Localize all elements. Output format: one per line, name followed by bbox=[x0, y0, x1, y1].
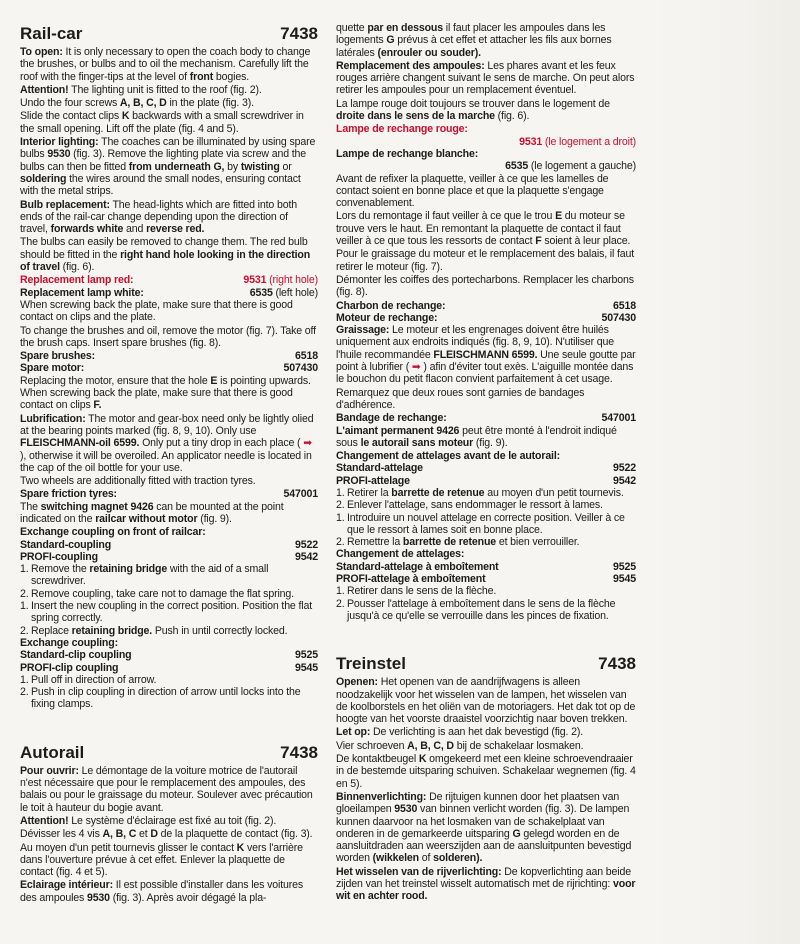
list-item: 2. Replace retaining bridge. Push in until correctly locked. bbox=[20, 624, 288, 637]
spec-label-white-lamp: Lampe de rechange blanche: bbox=[336, 147, 479, 160]
paragraph-wisselen: Het wisselen van de rijverlichting: De kopverlichting aan beide zijden van het treinstel wisselt automatisch met de rijrichting: voor wit en achter rood. bbox=[336, 865, 636, 903]
spec-row-profi-coupling: PROFI-coupling 9542 bbox=[20, 550, 318, 563]
section-heading-railcar bbox=[20, 24, 318, 44]
list-item: 1. Introduire un nouvel attelage en correcte position. Veiller à ce que le ressort à lames soit en bonne place. bbox=[336, 511, 625, 536]
paragraph-attention: Attention! The lighting unit is fitted to the roof (fig. 2). bbox=[20, 83, 262, 96]
paragraph-vier: Vier schroeven A, B, C, D bij de schakelaar losmaken. bbox=[336, 739, 584, 752]
subheading-changement: Changement de attelages: bbox=[336, 548, 465, 561]
list-item: 1. Pull off in direction of arrow. bbox=[20, 673, 157, 686]
paragraph-remplacement: Remplacement des ampoules: Les phares avant et les feux rouges arrière changent suivant le sens de marche. On peut alors retirer les ampoules pour un remplacement éventuel. bbox=[336, 59, 635, 97]
page-fold-shadow bbox=[650, 0, 800, 944]
spec-row-profi-emboitement: PROFI-attelage à emboîtement 9545 bbox=[336, 573, 636, 586]
red-arrow-icon: ➡ bbox=[411, 361, 421, 374]
paragraph-graissage: Graissage: Le moteur et les engrenages doivent être huilés uniquement aux endroits indiqués (fig. 8, 9, 10). N'utiliser que l'huile recommandée FLEISCHMANN 6599. Une seule goutte par point à lubrifier ( ➡ ) afin d'éviter tout exès. L'aiguille montée dans le bouchon du petit flacon convient parfaitement à cet usage. bbox=[336, 324, 636, 386]
paragraph-wheels: Two wheels are additionally fitted with traction tyres. bbox=[20, 475, 256, 488]
paragraph-cont: quette par en dessous il faut placer les ampoules dans les logements G prévus à cet effet et attacher les fils aux bornes latérales (enrouler ou souder). bbox=[336, 22, 612, 59]
paragraph-ouvrir: Pour ouvrir: Le démontage de la voiture motrice de l'autorail n'est nécessaire que pour le remplacement des ampoules, des balais ou pour le graissage du moteur. Soulever avec précaution le toit à hauteur du bogie avant. bbox=[20, 764, 313, 814]
list-item: 2. Push in clip coupling in direction of arrow until locks into the fixing clamps. bbox=[20, 686, 301, 711]
red-arrow-icon: ➡ bbox=[303, 437, 312, 450]
paragraph-lubrification: Lubrification: The motor and gear-box need only be lightly olied at the bearing points marked (fig. 8, 9, 10). Only use FLEISCHMANN-oil 6599. Only put a tiny drop in each place ( ➡ ), otherwise it will be overoiled. An applicator needle is located in the cap of the oil bottle for your use. bbox=[20, 412, 314, 474]
section-heading-autorail bbox=[20, 743, 318, 763]
paragraph-aimant: L'aimant permanent 9426 peut être monté à l'endroit indiqué sous le autorail sans moteur (fig. 9). bbox=[336, 424, 617, 449]
list-item: 1. Retirer dans le sens de la flèche. bbox=[336, 585, 497, 598]
section-title: Autorail bbox=[20, 742, 85, 762]
article-number: 7438 bbox=[280, 24, 318, 43]
spec-row-std-clip: Standard-clip coupling 9525 bbox=[20, 649, 318, 662]
article-number: 7438 bbox=[280, 742, 318, 762]
paragraph-graissage-moteur: Pour le graissage du moteur et le remplacement des balais, il faut retirer le moteur (fig. 7). bbox=[336, 248, 635, 273]
list-item: 1. Insert the new coupling in the correct position. Position the flat spring correctly. bbox=[20, 600, 313, 625]
paragraph-kontakt: De kontaktbeugel K omgekeerd met een kleine schroevendraaier in de bestemde uitsparing schuiven. Schakelaar wegnemen (fig. 4 en 5). bbox=[336, 753, 636, 790]
spec-row-profi-attelage: PROFI-attelage 9542 bbox=[336, 474, 636, 487]
paragraph-bulb: Bulb replacement: The head-lights which are fitted into both ends of the rail-car change depending upon the direction of travel, forwards white and reverse red. bbox=[20, 198, 297, 236]
paragraph-open: To open: It is only necessary to open the coach body to change the brushes, or bulbs and to oil the mechanism. Carefully lift the roof with the finger-tips at the level of front bogies. bbox=[20, 46, 311, 83]
list-item: 2. Remove coupling, take care not to damage the flat spring. bbox=[20, 587, 294, 600]
spec-value-white-lamp: 6535 (le logement a gauche) bbox=[505, 160, 636, 173]
paragraph-screwing: When screwing back the plate, make sure that there is good contact on clips and the plate. bbox=[20, 298, 293, 324]
list-item: 2. Enlever l'attelage, sans endommager le ressort à lames. bbox=[336, 499, 603, 512]
paragraph-brushes: To change the brushes and oil, remove the motor (fig. 7). Take off the brush caps. Insert spare brushes (fig. 8). bbox=[20, 324, 316, 349]
section-heading-treinstel bbox=[336, 654, 636, 674]
paragraph-remarquez: Remarquez que deux roues sont garnies de bandages d'adhérence. bbox=[336, 386, 585, 411]
spec-row-charbon: Charbon de rechange: 6518 bbox=[336, 299, 636, 312]
list-item: 1. Retirer la barrette de retenue au moyen d'un petit tournevis. bbox=[336, 486, 624, 499]
subheading-exchange-front: Exchange coupling on front of railcar: bbox=[20, 526, 206, 539]
subheading-changement-avant: Changement de attelages avant de le autorail: bbox=[336, 450, 561, 463]
column-left bbox=[20, 24, 318, 905]
paragraph-lampe: La lampe rouge doit toujours se trouver dans le logement de droite dans le sens de la marche (fig. 6). bbox=[336, 97, 610, 123]
paragraph-demonter: Démonter les coiffes des portecharbons. Remplacer les charbons (fig. 8). bbox=[336, 273, 634, 299]
paragraph-tournevis: Au moyen d'un petit tournevis glisser le contact K vers l'arrière dans l'ouverture prévue à cet effet. Enlever la plaquette de contact (fig. 4 et 5). bbox=[20, 841, 303, 879]
paragraph-attention-fr: Attention! Le système d'éclairage est fixé au toit (fig. 2). bbox=[20, 814, 277, 827]
paragraph-bulbs: The bulbs can easily be removed to change them. The red bulb should be fitted in the right hand hole looking in the direction of travel (fig. 6). bbox=[20, 236, 311, 274]
paragraph-binnen: Binnenverlichting: De rijtuigen kunnen door het plaatsen van gloeilampen 9530 van binnen verlicht worden (fig. 3). De lampen kunnen daarvoor na het losmaken van de schakelplaat van onderen in de gemarkeerde uitsparing G gelegd worden en de aansluitdraden aan weerszijden aan de aansluitpunten bevestigd worden (wikkelen of solderen). bbox=[336, 790, 632, 865]
paragraph-undo: Undo the four screws A, B, C, D in the plate (fig. 3). bbox=[20, 97, 254, 110]
paragraph-remontage: Lors du remontage il faut veiller à ce que le trou E du moteur se trouve vers le haut. En remontant la plaquette de contact il faut veiller à ce que tous les ressorts de contact F soient à leur place. bbox=[336, 210, 631, 248]
section-title: Treinstel bbox=[336, 654, 406, 674]
spec-row-tyres: Spare friction tyres: 547001 bbox=[20, 488, 318, 501]
spec-value-red-lamp: 9531 (le logement a droit) bbox=[519, 135, 636, 148]
spec-row-std-attelage: Standard-attelage 9522 bbox=[336, 462, 636, 475]
spec-row-moteur: Moteur de rechange: 507430 bbox=[336, 311, 636, 324]
subheading-exchange: Exchange coupling: bbox=[20, 636, 118, 649]
list-item: 2. Remettre la barrette de retenue et bien verrouiller. bbox=[336, 536, 580, 549]
paragraph-eclairage: Eclairage intérieur: Il est possible d'installer dans les voitures des ampoules 9530 (fig. 3). Après avoir dégagé la pla- bbox=[20, 879, 304, 904]
spec-row-bandage: Bandage de rechange: 547001 bbox=[336, 412, 636, 425]
list-item: 1. Remove the retaining bridge with the aid of a small screwdriver. bbox=[20, 563, 269, 588]
spec-row-motor: Spare motor: 507430 bbox=[20, 362, 318, 375]
spec-row-profi-clip: PROFI-clip coupling 9545 bbox=[20, 661, 318, 674]
spec-row-white-lamp: Replacement lamp white: 6535 (left hole) bbox=[20, 286, 318, 299]
paragraph-slide: Slide the contact clips K backwards with a small screwdriver in the small opening. Lift off the plate (fig. 4 and 5). bbox=[20, 110, 304, 135]
list-item: 2. Pousser l'attelage à emboîtement dans le sens de la flèche jusqu'à ce qu'elle se verrouille dans les pinces de fixation. bbox=[336, 597, 616, 622]
column-right bbox=[336, 22, 636, 904]
paragraph-devisser: Dévisser les 4 vis A, B, C et D de la plaquette de contact (fig. 3). bbox=[20, 828, 313, 841]
paragraph-magnet: The switching magnet 9426 can be mounted at the point indicated on the railcar without motor (fig. 9). bbox=[20, 500, 284, 525]
paragraph-refixer: Avant de refixer la plaquette, veiller à ce que les lamelles de contact soient en bonne place et que la plaquette s'engage convenablement. bbox=[336, 172, 609, 210]
spec-row-brushes: Spare brushes: 6518 bbox=[20, 350, 318, 363]
paragraph-replacing: Replacing the motor, ensure that the hole E is pointing upwards. When screwing back the plate, make sure that there is good contact on clips F. bbox=[20, 374, 311, 412]
article-number: 7438 bbox=[598, 654, 636, 674]
paragraph-interior: Interior lighting: The coaches can be illuminated by using spare bulbs 9530 (fig. 3). Remove the lighting plate via screw and the bulbs can then be fitted from underneath G, by twisting or soldering the wires around the small nodes, ensuring contact with the metal strips. bbox=[20, 136, 316, 198]
paragraph-let-op: Let op: De verlichting is aan het dak bevestigd (fig. 2). bbox=[336, 726, 583, 739]
paragraph-openen: Openen: Het openen van de aandrijfwagens is alleen noodzakelijk voor het wisselen van de lampen, het wisselen van de koolborstels en het oliën van de motoriagers. Het dak tot op de hoogte van het voorste draaistel voorzichtig naar boven trekken. bbox=[336, 676, 636, 726]
spec-label-red-lamp: Lampe de rechange rouge: bbox=[336, 123, 468, 136]
spec-row-std-emboitement: Standard-attelage à emboîtement 9525 bbox=[336, 560, 636, 573]
spec-row-red-lamp: Replacement lamp red: 9531 (right hole) bbox=[20, 274, 318, 287]
section-title: Rail-car bbox=[20, 24, 83, 43]
spec-row-std-coupling: Standard-coupling 9522 bbox=[20, 538, 318, 551]
